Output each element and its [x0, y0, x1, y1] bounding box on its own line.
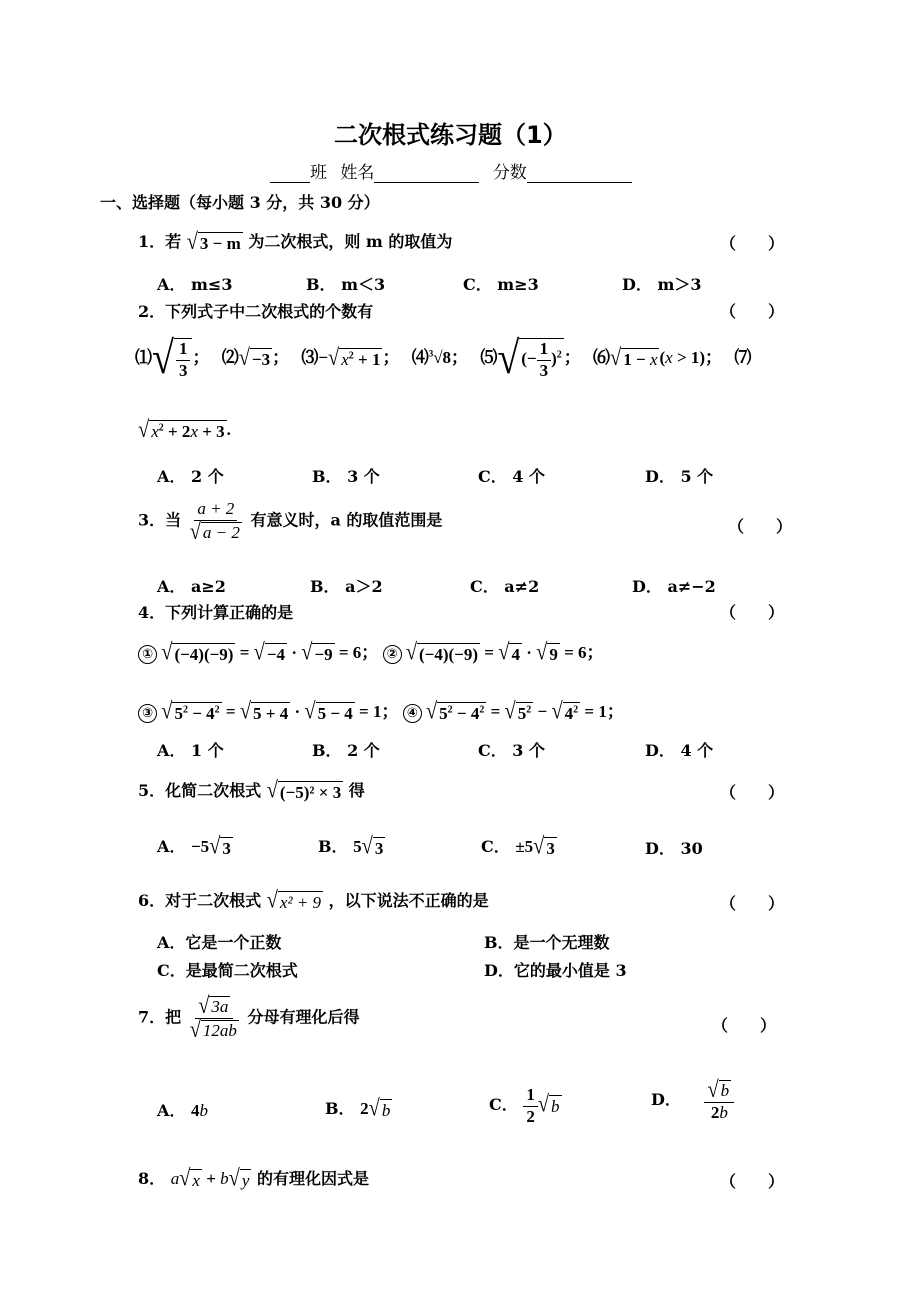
q1-number: 1．若 — [138, 232, 182, 251]
q4-label-2: ② — [383, 645, 402, 664]
q3-text: 有意义时，a 的取值范围是 — [250, 510, 443, 530]
q6-radical: √ x² + 9 — [266, 887, 322, 913]
q4-option-d[interactable]: D． 4 个 — [645, 741, 714, 760]
q7-number: 7．把 — [138, 1007, 182, 1027]
q2-item-4-label: ⑷ — [411, 348, 429, 368]
q4-line-2: ③ √ $5^2 - 4^2$ = √ 5 + 4 · √ 5 − 4 = 1； ④ √ $5^2 - 4^2$ = √ $5^2$ − √ $4^2$ = 1； — [138, 697, 624, 724]
q1-option-d[interactable]: D． m＞3 — [622, 275, 702, 294]
q7-option-d-label: D． — [651, 1090, 681, 1110]
score-blank[interactable] — [527, 164, 632, 183]
q2-expressions: ⑴ √ $\frac{1}{3}$ ； ⑵ √ −3 ； ⑶− √ $x^2 + 1$ ； ⑷$^3$√8； ⑸ √ (− $\frac{1}{3}$ )$^2$ ； ⑹ √ 1 − x (x > 1)； ⑺ — [135, 331, 752, 384]
name-label: 姓名 — [340, 163, 375, 183]
q7-text: 分母有理化后得 — [247, 1007, 360, 1027]
q5-option-d[interactable]: D． 30 — [645, 839, 703, 858]
q7-option-b[interactable]: B． 2 √ b — [325, 1096, 391, 1122]
q8-expr: a √ x + b √ y — [170, 1166, 250, 1192]
q4-option-b[interactable]: B． 2 个 — [312, 741, 380, 760]
score-label: 分数 — [492, 163, 527, 183]
q7-option-d[interactable]: D． √ b 2b — [651, 1080, 734, 1122]
class-label: 班 — [310, 163, 327, 183]
question-3 — [138, 499, 443, 545]
q2-answer-paren[interactable]: （ ） — [720, 302, 785, 321]
q1-answer-paren[interactable]: （ ） — [720, 234, 785, 253]
q7-denominator: 12ab — [202, 1020, 237, 1040]
q2-item-1-label: ⑴ — [135, 348, 152, 368]
q8-number: 8． — [138, 1169, 166, 1188]
q7-answer-paren[interactable]: （ ） — [712, 1016, 777, 1035]
question-6 — [138, 888, 489, 913]
q6-option-a[interactable]: A．它是一个正数 — [157, 933, 282, 952]
q5-text: 得 — [348, 781, 365, 800]
q4-label-3: ③ — [138, 704, 157, 723]
q4-option-a[interactable]: A． 1 个 — [157, 741, 224, 760]
q6-answer-paren[interactable]: （ ） — [720, 894, 785, 913]
q2-item-6-label: ⑹ — [593, 348, 611, 368]
q3-number: 3．当 — [138, 510, 182, 530]
class-blank[interactable] — [270, 164, 310, 183]
q2-item-2-label: ⑵ — [221, 348, 239, 368]
q4-label-4: ④ — [403, 704, 422, 723]
q5-radical: √ (−5)² × 3 — [266, 777, 342, 803]
q4-label-1: ① — [138, 645, 157, 664]
q5-number: 5．化简二次根式 — [138, 781, 262, 800]
question-7 — [138, 993, 360, 1043]
q2-option-d[interactable]: D． 5 个 — [645, 467, 714, 486]
q5-expr: (−5)² × 3 — [279, 782, 342, 802]
q1-option-c[interactable]: C． m≥3 — [463, 275, 539, 294]
q2-option-a[interactable]: A． 2 个 — [157, 467, 224, 486]
q4-option-c[interactable]: C． 3 个 — [478, 741, 546, 760]
q2-item-7-label: ⑺ — [734, 348, 752, 368]
q7-numerator: 3a — [211, 997, 229, 1016]
q7-option-c-label: C． — [489, 1095, 518, 1115]
q5-option-b-label: B． — [318, 837, 348, 856]
q6-option-c[interactable]: C．是最简二次根式 — [157, 961, 298, 980]
q1-text: 为二次根式，则 m 的取值为 — [248, 232, 453, 251]
section-heading: 一、选择题（每小题 3 分，共 30 分） — [100, 193, 380, 212]
q7-option-a[interactable]: A． 4b — [157, 1101, 208, 1120]
q3-fraction: a + 2 √ a − 2 — [189, 499, 240, 545]
q1-option-b[interactable]: B． m＜3 — [306, 275, 386, 294]
q3-option-a[interactable]: A． a≥2 — [157, 577, 226, 596]
q3-numerator: a + 2 — [194, 500, 237, 521]
q8-text: 的有理化因式是 — [256, 1169, 369, 1188]
question-1 — [138, 229, 452, 254]
q3-answer-paren[interactable]: （ ） — [728, 517, 793, 536]
q1-radical: √ 3 − m — [186, 228, 241, 254]
q2-option-b[interactable]: B． 3 个 — [312, 467, 380, 486]
q5-option-a-label: A． — [157, 837, 186, 856]
q6-option-b[interactable]: B．是一个无理数 — [484, 933, 610, 952]
q6-number: 6．对于二次根式 — [138, 891, 262, 910]
q4-answer-paren[interactable]: （ ） — [720, 603, 785, 622]
q1-expr: 3 − m — [199, 233, 241, 253]
q7-option-b-label: B． — [325, 1099, 355, 1118]
q6-option-d[interactable]: D．它的最小值是 3 — [484, 961, 627, 980]
student-info-line — [270, 158, 632, 183]
q6-text: ，以下说法不正确的是 — [328, 891, 489, 910]
q8-answer-paren[interactable]: （ ） — [720, 1172, 785, 1191]
q3-denominator: a − 2 — [202, 522, 240, 542]
name-blank[interactable] — [374, 164, 479, 183]
q3-option-d[interactable]: D． a≠−2 — [632, 577, 716, 596]
q5-option-c-label: C． — [481, 837, 510, 856]
q7-fraction: √ 3a √ 12ab — [189, 993, 237, 1043]
q7-option-c[interactable]: C． $\frac{1}{2}$ √ b — [489, 1085, 560, 1126]
q1-option-a[interactable]: A． m≤3 — [157, 275, 233, 294]
q5-option-c[interactable]: C． ±5 √ 3 — [481, 834, 555, 860]
q2-item-5-label: ⑸ — [480, 348, 498, 368]
q4-line-1: ① √ (−4)(−9) = √ −4 · √ −9 = 6； ② √ (−4)(−9) = √ 4 · √ 9 = 6； — [138, 638, 604, 665]
question-4: 4．下列计算正确的是 — [138, 603, 294, 622]
question-5 — [138, 778, 365, 803]
question-8 — [138, 1166, 369, 1191]
question-2: 2．下列式子中二次根式的个数有 — [138, 302, 374, 321]
q7-option-a-label: A． — [157, 1101, 186, 1120]
page-title: 二次根式练习题（1） — [334, 121, 567, 149]
q2-item-3-label: ⑶ — [301, 348, 319, 368]
q2-option-c[interactable]: C． 4 个 — [478, 467, 546, 486]
q3-option-b[interactable]: B． a＞2 — [310, 577, 383, 596]
q3-option-c[interactable]: C． a≠2 — [470, 577, 540, 596]
q5-option-a[interactable]: A． −5 √ 3 — [157, 834, 231, 860]
q2-item-7-expr: √ $x^2 + 2x + 3$ . — [138, 417, 231, 443]
q5-option-b[interactable]: B． 5 √ 3 — [318, 834, 384, 860]
q5-answer-paren[interactable]: （ ） — [720, 783, 785, 802]
q6-expr: x² + 9 — [279, 892, 322, 912]
